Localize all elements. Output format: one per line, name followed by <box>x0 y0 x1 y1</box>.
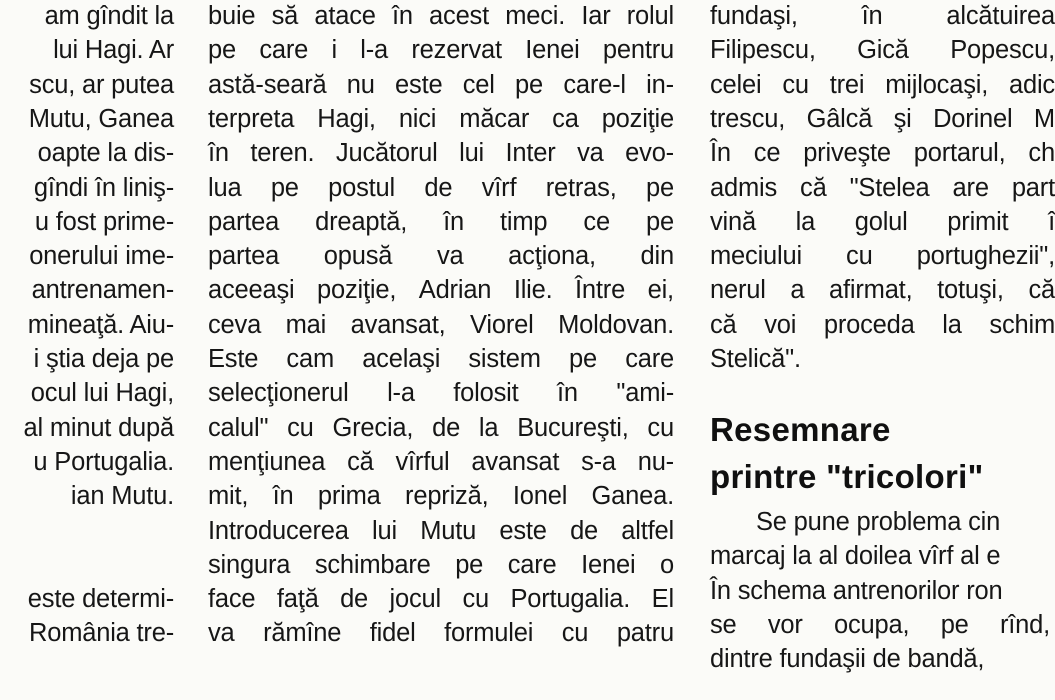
text-line: al minut după <box>23 413 174 442</box>
text-line: u Portugalia. <box>33 447 174 476</box>
middle-text-column <box>180 0 680 700</box>
text-line: oapte la dis- <box>37 139 174 168</box>
text-line: ceva mai avansat, Viorel Moldovan. <box>208 310 674 339</box>
text-line: nerul a afirmat, totuşi, că <box>710 276 1055 305</box>
text-line: este determi- <box>27 585 174 614</box>
section-heading: Resemnare <box>710 411 891 448</box>
text-line: scu, ar putea <box>29 70 174 99</box>
text-line: Se pune problema cin <box>756 508 1001 536</box>
text-line: partea dreaptă, în timp ce pe <box>208 207 674 236</box>
text-line: ian Mutu. <box>70 482 174 511</box>
text-line: astă-seară nu este cel pe care-l in- <box>208 70 674 99</box>
text-line: trescu, Gâlcă şi Dorinel M <box>710 104 1055 133</box>
text-line: celei cu trei mijlocaşi, adic <box>710 70 1055 99</box>
text-line: se vor ocupa, pe rînd, <box>710 610 1050 639</box>
text-line: u fost prime- <box>34 207 174 236</box>
text-line: mit, în prima repriză, Ionel Ganea. <box>208 482 674 511</box>
text-line: antrenamen- <box>31 276 174 305</box>
text-line: face faţă de jocul cu Portugalia. El <box>208 585 674 614</box>
text-line: partea opusă va acţiona, din <box>208 242 674 271</box>
text-line: am gîndit la <box>44 2 174 30</box>
text-line: meciului cu portughezii", <box>710 242 1055 271</box>
text-line: admis că "Stelea are part <box>710 173 1055 202</box>
text-line: Este cam acelaşi sistem pe care <box>208 345 674 373</box>
text-line: România tre- <box>29 619 174 648</box>
text-line: fundaşi, în alcătuirea <box>710 2 1055 30</box>
text-line: buie să atace în acest meci. Iar rolul <box>208 2 674 30</box>
text-line: menţiunea că vîrful avansat s-a nu- <box>208 447 674 476</box>
text-line: va rămîne fidel formulei cu patru <box>208 619 674 648</box>
text-line: Filipescu, Gică Popescu, <box>710 36 1055 65</box>
text-line: aceeaşi poziţie, Adrian Ilie. Între ei, <box>208 276 674 305</box>
text-line: gîndi în liniş- <box>33 173 174 202</box>
text-line: lui Hagi. Ar <box>53 36 174 65</box>
text-line: i ştia deja pe <box>33 345 174 373</box>
text-line: Mutu, Ganea <box>28 104 174 133</box>
right-text-column <box>690 0 1055 700</box>
text-line: selecţionerul l-a folosit în "ami- <box>208 379 674 408</box>
text-line: vină la golul primit î <box>710 207 1055 236</box>
text-line: Introducerea lui Mutu este de altfel <box>208 516 674 545</box>
text-line: onerului ime- <box>29 242 174 271</box>
text-line: Stelică". <box>710 345 801 373</box>
text-line: terpreta Hagi, nici măcar ca poziţie <box>208 104 674 133</box>
text-line: pe care i l-a rezervat Ienei pentru <box>208 36 674 65</box>
left-text-column <box>0 0 180 700</box>
text-line: lua pe postul de vîrf retras, pe <box>208 173 674 202</box>
text-line: în teren. Jucătorul lui Inter va evo- <box>208 139 674 168</box>
text-line: mineaţă. Aiu- <box>27 310 174 339</box>
text-line: În schema antrenorilor ron <box>710 576 1003 605</box>
text-line: calul" cu Grecia, de la Bucureşti, cu <box>208 413 674 442</box>
text-line: dintre fundaşii de bandă, <box>710 645 985 674</box>
text-line: ocul lui Hagi, <box>30 379 174 408</box>
text-line: că voi proceda la schim <box>710 310 1055 339</box>
section-heading-line-2: printre "tricolori" <box>710 458 984 495</box>
text-line: singura schimbare pe care Ienei o <box>208 550 674 579</box>
text-line: marcaj la al doilea vîrf al e <box>710 542 1001 571</box>
text-line: În ce priveşte portarul, ch <box>710 139 1055 168</box>
